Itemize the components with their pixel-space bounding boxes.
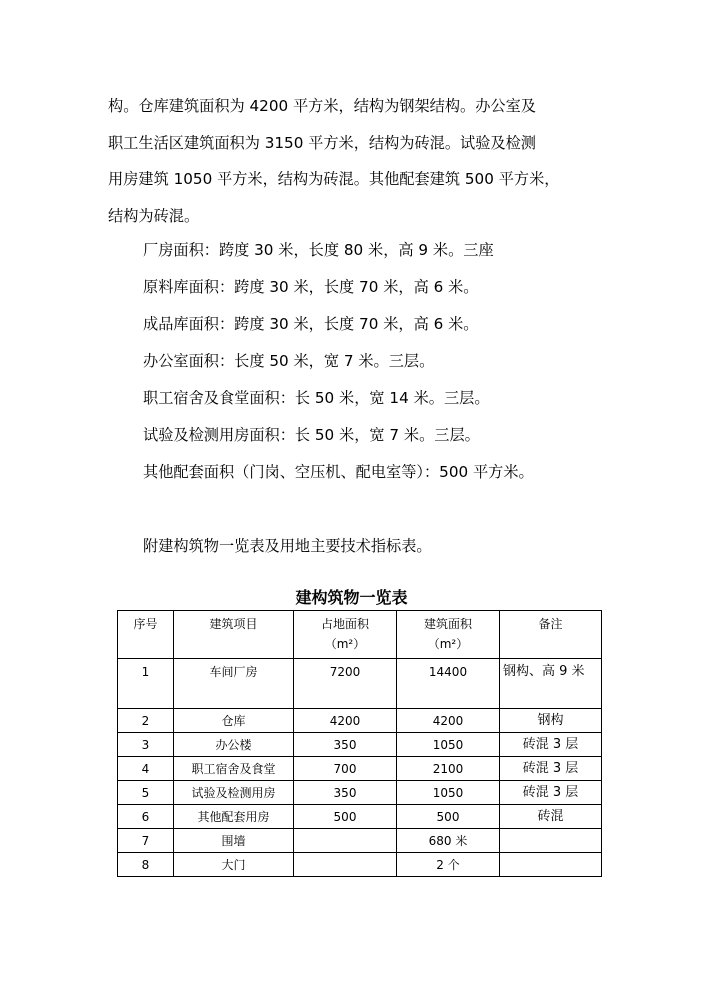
area-item-other: 其他配套面积（门岗、空压机、配电室等）：500 平方米。 [143, 463, 534, 481]
header-land-area-unit: （m²） [324, 637, 366, 651]
table-reference-note: 附建构筑物一览表及用地主要技术指标表。 [143, 537, 432, 555]
area-list [143, 232, 534, 491]
cell-build-area: 1050 [397, 733, 500, 757]
area-item-dormitory: 职工宿舍及食堂面积：长 50 米，宽 14 米。三层。 [143, 389, 490, 407]
header-seq: 序号 [118, 611, 174, 659]
table-row [118, 733, 602, 757]
cell-project: 试验及检测用房 [174, 781, 294, 805]
header-build-area-label: 建筑面积 [423, 617, 472, 631]
header-build-area-unit: （m²） [427, 637, 469, 651]
cell-land-area: 500 [294, 805, 397, 829]
cell-build-area: 2 个 [397, 853, 500, 877]
cell-remark [500, 853, 602, 877]
cell-build-area: 1050 [397, 781, 500, 805]
table-row [118, 829, 602, 853]
cell-remark: 砖混 3 层 [500, 757, 602, 781]
cell-seq: 4 [118, 757, 174, 781]
cell-project: 大门 [174, 853, 294, 877]
header-project: 建筑项目 [174, 611, 294, 659]
paragraph-line: 职工生活区建筑面积为 3150 平方米，结构为砖混。试验及检测 [108, 133, 536, 152]
cell-build-area: 680 米 [397, 829, 500, 853]
cell-land-area: 350 [294, 781, 397, 805]
body-paragraph [108, 88, 608, 234]
header-land-area-label: 占地面积 [320, 617, 369, 631]
area-item-raw-material-store: 原料库面积：跨度 30 米，长度 70 米，高 6 米。 [143, 278, 479, 296]
cell-remark: 钢构 [500, 709, 602, 733]
table-header-row [118, 611, 602, 659]
cell-land-area: 350 [294, 733, 397, 757]
cell-seq: 7 [118, 829, 174, 853]
area-item-testing: 试验及检测用房面积：长 50 米，宽 7 米。三层。 [143, 426, 480, 444]
cell-land-area [294, 829, 397, 853]
paragraph-line: 结构为砖混。 [108, 206, 200, 225]
table-row [118, 805, 602, 829]
cell-seq: 2 [118, 709, 174, 733]
header-remark: 备注 [500, 611, 602, 659]
cell-project: 车间厂房 [174, 659, 294, 709]
cell-remark: 砖混 3 层 [500, 733, 602, 757]
cell-project: 办公楼 [174, 733, 294, 757]
cell-land-area [294, 853, 397, 877]
cell-remark: 砖混 [500, 805, 602, 829]
cell-land-area: 7200 [294, 659, 397, 709]
cell-build-area: 2100 [397, 757, 500, 781]
header-land-area [294, 611, 397, 659]
cell-project: 职工宿舍及食堂 [174, 757, 294, 781]
cell-land-area: 700 [294, 757, 397, 781]
cell-build-area: 4200 [397, 709, 500, 733]
area-item-finished-goods-store: 成品库面积：跨度 30 米，长度 70 米，高 6 米。 [143, 315, 479, 333]
table-row [118, 781, 602, 805]
table-row [118, 659, 602, 709]
cell-seq: 6 [118, 805, 174, 829]
paragraph-line: 用房建筑 1050 平方米，结构为砖混。其他配套建筑 500 平方米， [108, 170, 560, 188]
cell-project: 其他配套用房 [174, 805, 294, 829]
cell-remark: 砖混 3 层 [500, 781, 602, 805]
table-row [118, 853, 602, 877]
table-row [118, 757, 602, 781]
header-build-area [397, 611, 500, 659]
area-item-office: 办公室面积：长度 50 米，宽 7 米。三层。 [143, 352, 435, 370]
area-item-workshop: 厂房面积：跨度 30 米，长度 80 米，高 9 米。三座 [143, 241, 494, 259]
cell-build-area: 500 [397, 805, 500, 829]
cell-seq: 8 [118, 853, 174, 877]
cell-build-area: 14400 [397, 659, 500, 709]
cell-seq: 1 [118, 659, 174, 709]
cell-seq: 5 [118, 781, 174, 805]
cell-project: 围墙 [174, 829, 294, 853]
buildings-table [117, 610, 602, 877]
table-title: 建构筑物一览表 [295, 588, 408, 607]
paragraph-line: 构。仓库建筑面积为 4200 平方米，结构为钢架结构。办公室及 [108, 97, 536, 115]
cell-land-area: 4200 [294, 709, 397, 733]
cell-project: 仓库 [174, 709, 294, 733]
table-row [118, 709, 602, 733]
cell-remark [500, 829, 602, 853]
cell-remark: 钢构、高 9 米 [500, 659, 602, 709]
cell-seq: 3 [118, 733, 174, 757]
